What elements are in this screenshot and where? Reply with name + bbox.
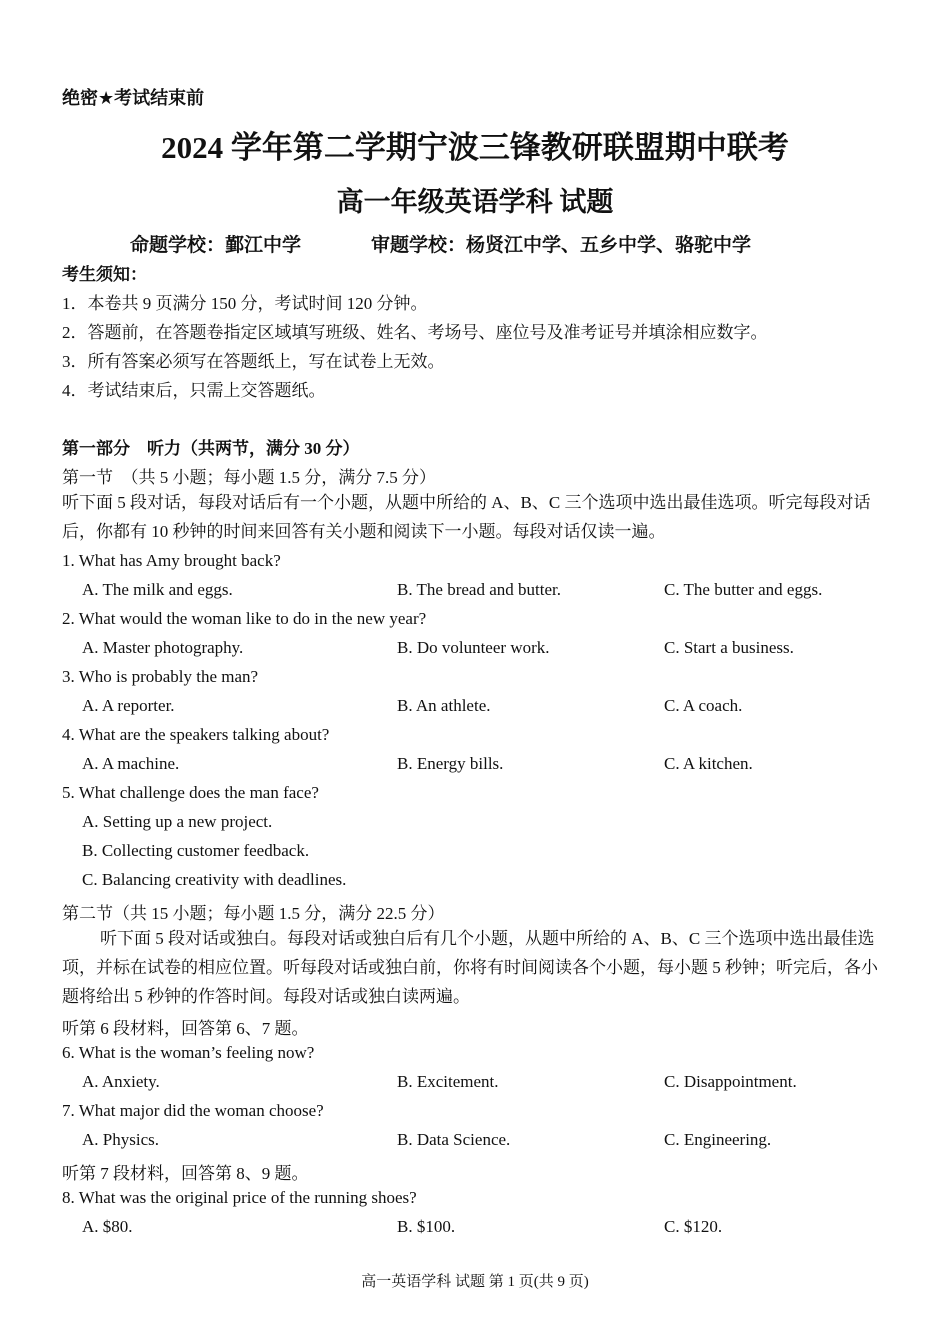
q5-option-c: C. Balancing creativity with deadlines.: [82, 870, 347, 889]
question-2: 2. What would the woman like to do in the new year?: [62, 609, 427, 628]
question-6: 6. What is the woman’s feeling now?: [62, 1043, 315, 1062]
q2-option-a: A. Master photography.: [82, 638, 244, 657]
material-7-note: 听第 7 段材料，回答第 8、9 题。: [62, 1164, 309, 1183]
q1-option-c: C. The butter and eggs.: [664, 580, 823, 599]
section2-instructions: 听下面 5 段对话或独白。每段对话或独白后有几个小题，从题中所给的 A、B、C 三个选项中选出最佳选项，并标在试卷的相应位置。听每段对话或独白前，你将有时间阅读各个小题，每小题 5 秒钟；听完后，各小题将给出 5 秒钟的作答时间。每段对话或独白读两遍。: [62, 929, 878, 1006]
section1-heading: 第一节 （共 5 小题；每小题 1.5 分，满分 7.5 分）: [62, 468, 436, 487]
section1-instructions: 听下面 5 段对话，每段对话后有一个小题，从题中所给的 A、B、C 三个选项中选出最佳选项。听完每段对话后，你都有 10 秒钟的时间来回答有关小题和阅读下一小题。每段对话仅读一遍。: [62, 493, 871, 541]
q5-option-a: A. Setting up a new project.: [82, 812, 273, 831]
question-1: 1. What has Amy brought back?: [62, 551, 281, 570]
schools-line: [130, 230, 751, 257]
reviewer-schools: 审题学校：杨贤江中学、五乡中学、骆驼中学: [371, 235, 752, 256]
q8-option-b: B. $100.: [397, 1217, 456, 1236]
q7-option-a: A. Physics.: [82, 1130, 159, 1149]
question-7: 7. What major did the woman choose?: [62, 1101, 324, 1120]
q4-option-b: B. Energy bills.: [397, 754, 504, 773]
material-6-note: 听第 6 段材料，回答第 6、7 题。: [62, 1019, 309, 1038]
q8-option-a: A. $80.: [82, 1217, 133, 1236]
question-5: 5. What challenge does the man face?: [62, 783, 319, 802]
exam-subtitle: 高一年级英语学科 试题: [336, 187, 614, 217]
q6-option-b: B. Excitement.: [397, 1072, 499, 1091]
question-4: 4. What are the speakers talking about?: [62, 725, 330, 744]
q5-option-b: B. Collecting customer feedback.: [82, 841, 310, 860]
part1-heading: 第一部分 听力（共两节，满分 30 分）: [62, 439, 360, 458]
q3-option-a: A. A reporter.: [82, 696, 175, 715]
q1-option-a: A. The milk and eggs.: [82, 580, 233, 599]
notice-item: 3．所有答案必须写在答题纸上，写在试卷上无效。: [62, 352, 445, 371]
section2-heading: 第二节（共 15 小题；每小题 1.5 分，满分 22.5 分）: [62, 904, 445, 923]
q3-option-c: C. A coach.: [664, 696, 743, 715]
question-8: 8. What was the original price of the running shoes?: [62, 1188, 417, 1207]
q4-option-c: C. A kitchen.: [664, 754, 753, 773]
q2-option-c: C. Start a business.: [664, 638, 794, 657]
proposer-school: 命题学校：鄞江中学: [130, 235, 302, 256]
q7-option-b: B. Data Science.: [397, 1130, 511, 1149]
page-footer: 高一英语学科 试题 第 1 页(共 9 页): [361, 1274, 589, 1290]
notice-item: 1．本卷共 9 页满分 150 分，考试时间 120 分钟。: [62, 294, 428, 313]
exam-title: 2024 学年第二学期宁波三锋教研联盟期中联考: [161, 130, 789, 165]
q3-option-b: B. An athlete.: [397, 696, 491, 715]
q7-option-c: C. Engineering.: [664, 1130, 772, 1149]
q4-option-a: A. A machine.: [82, 754, 180, 773]
q1-option-b: B. The bread and butter.: [397, 580, 561, 599]
q8-option-c: C. $120.: [664, 1217, 723, 1236]
q2-option-b: B. Do volunteer work.: [397, 638, 550, 657]
notice-heading: 考生须知：: [62, 265, 147, 284]
q6-option-c: C. Disappointment.: [664, 1072, 797, 1091]
question-3: 3. Who is probably the man?: [62, 667, 259, 686]
notice-item: 4．考试结束后，只需上交答题纸。: [62, 381, 326, 400]
confidential-label: 绝密★考试结束前: [62, 88, 205, 109]
q6-option-a: A. Anxiety.: [82, 1072, 160, 1091]
notice-item: 2．答题前，在答题卷指定区域填写班级、姓名、考场号、座位号及准考证号并填涂相应数字。: [62, 323, 768, 342]
